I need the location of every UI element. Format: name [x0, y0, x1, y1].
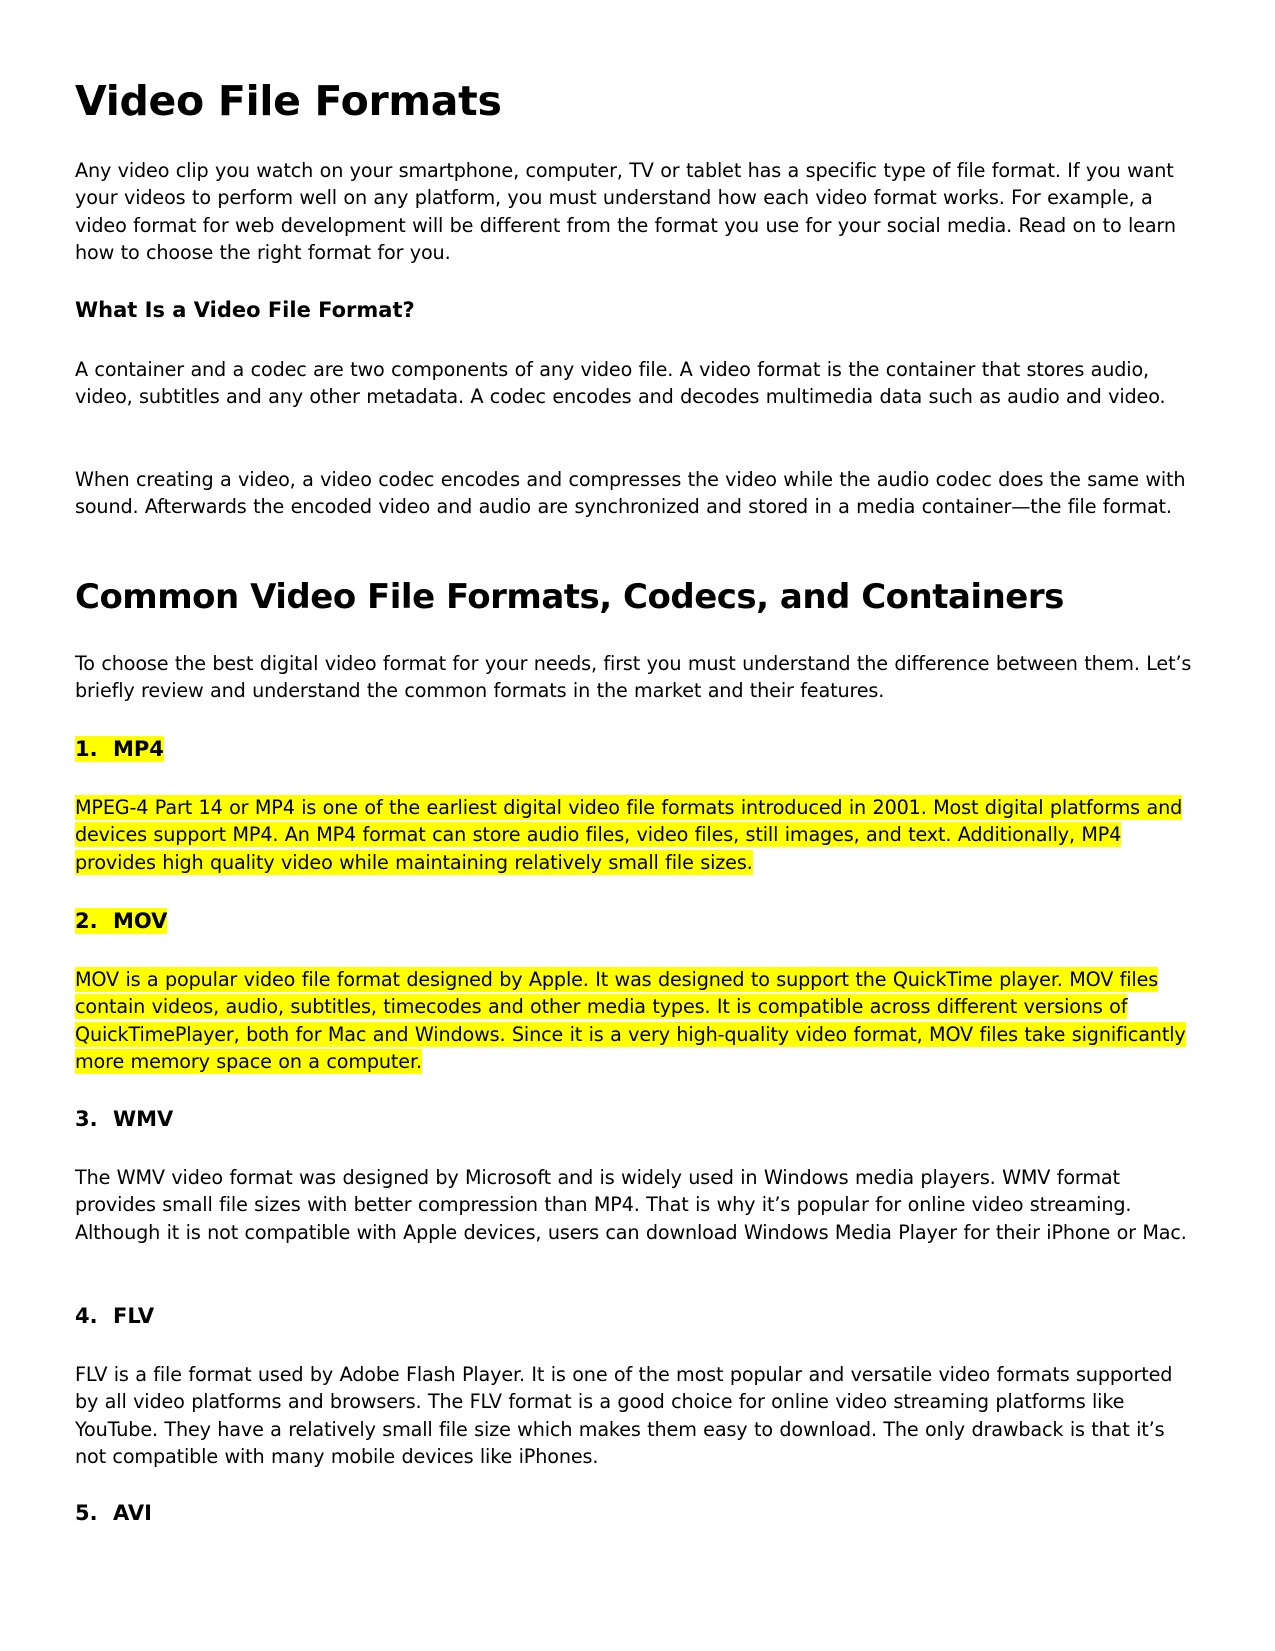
format-number: 4. — [75, 1304, 98, 1328]
common-formats-intro: To choose the best digital video format for your needs, first you must understand the difference between them. Let’s briefly review and understand the common formats in the market and their features. — [75, 652, 1192, 703]
format-heading-mp4 — [75, 735, 164, 763]
highlighted-text: MPEG-4 Part 14 or MP4 is one of the earliest digital video file formats introduced in 2001. Most digital platforms and devices support MP4. An MP4 format can store audio files, video files, still images, and text. Additionally, MP4 provides high quality video while maintaining relatively small file sizes. — [75, 796, 1183, 874]
format-name: FLV — [113, 1304, 155, 1328]
format-name: MP4 — [113, 737, 164, 761]
format-name: WMV — [113, 1107, 174, 1131]
format-description-flv: FLV is a file format used by Adobe Flash Player. It is one of the most popular and versatile video formats supported by all video platforms and browsers. The FLV format is a good choice for online video streaming platforms like YouTube. They have a relatively small file size which makes them easy to download. The only drawback is that it’s not compatible with many mobile devices like iPhones. — [75, 1363, 1173, 1469]
page-title: Video File Formats — [75, 77, 502, 125]
common-formats-heading: Common Video File Formats, Codecs, and Containers — [75, 577, 1064, 617]
format-name: MOV — [113, 909, 168, 933]
format-description-mp4 — [75, 794, 1200, 876]
what-is-heading: What Is a Video File Format? — [75, 298, 415, 322]
intro-paragraph: Any video clip you watch on your smartphone, computer, TV or tablet has a specific type of file format. If you want your videos to perform well on any platform, you must understand how each video format works. For example, a video format for web development will be different from the format you use for your social media. Read on to learn how to choose the right format for you. — [75, 159, 1176, 265]
format-name: AVI — [113, 1501, 152, 1525]
format-description-wmv: The WMV video format was designed by Microsoft and is widely used in Windows media players. WMV format provides small file sizes with better compression than MP4. That is why it’s popular for online video streaming. Although it is not compatible with Apple devices, users can download Windows Media Player for their iPhone or Mac. — [75, 1166, 1187, 1244]
format-description-mov — [75, 966, 1200, 1076]
what-is-paragraph-1: A container and a codec are two components of any video file. A video format is the container that stores audio, video, subtitles and any other metadata. A codec encodes and decodes multimedia data such as audio and video. — [75, 358, 1166, 409]
highlighted-text: MOV is a popular video file format designed by Apple. It was designed to support the QuickTime player. MOV files contain videos, audio, subtitles, timecodes and other media types. It is compatible across different versions of QuickTimePlayer, both for Mac and Windows. Since it is a very high-quality video format, MOV files take significantly more memory space on a computer. — [75, 968, 1186, 1074]
highlight-mark — [75, 908, 167, 934]
format-heading-mov — [75, 907, 167, 935]
format-heading-flv — [75, 1302, 154, 1330]
what-is-paragraph-2: When creating a video, a video codec encodes and compresses the video while the audio codec does the same with sound. Afterwards the encoded video and audio are synchronized and stored in a media container—the file format. — [75, 468, 1186, 519]
format-number: 5. — [75, 1501, 98, 1525]
format-number: 2. — [75, 909, 98, 933]
format-heading-wmv — [75, 1105, 173, 1133]
format-heading-avi — [75, 1499, 152, 1527]
highlight-mark — [75, 736, 164, 762]
format-number: 3. — [75, 1107, 98, 1131]
format-number: 1. — [75, 737, 98, 761]
